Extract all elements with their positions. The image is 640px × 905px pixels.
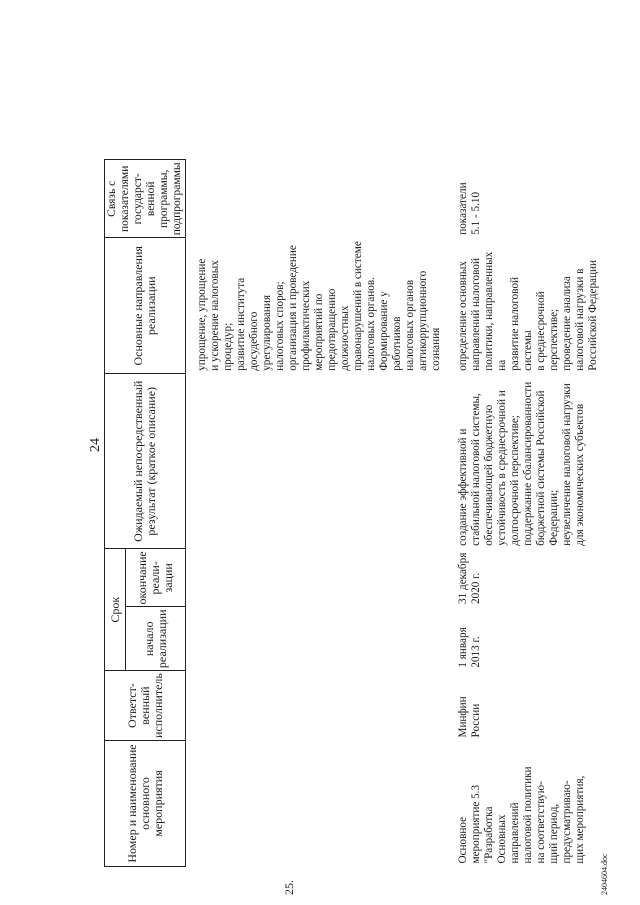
header-start: начало реализации bbox=[126, 607, 186, 671]
measure-name-cell: Основное мероприятие 5.3 "Разработка Основных направлений налоговой политики на соответствую- щий период, предусматриваю- щих мероприятия, bbox=[457, 766, 586, 864]
page-number: 24 bbox=[88, 438, 103, 452]
header-main-directions: Основные направления реализации bbox=[105, 238, 186, 374]
table-row bbox=[445, 160, 602, 867]
header-executor: Ответст- венный исполнитель bbox=[105, 671, 186, 741]
continuation-directions: упрощение, упрощение и ускорение налоговых процедур; развитие института досудебного урегулирования налоговых споров; организация и проведение профилактических мероприятий по предотвращению должностных правонарушений в системе налоговых органов. Формирование у работников налоговых органов антикоррупционного сознания bbox=[196, 241, 442, 371]
header-measure-name: Номер и наименование основного мероприятия bbox=[105, 741, 186, 867]
header-end: окончание реали- зации bbox=[126, 549, 186, 607]
expected-result-cell: создание эффективной и стабильной налоговой системы, обеспечивающей бюджетную устойчивость в среднесрочной и долгосрочной перспективе; поддержание сбалансированности бюджетной системы Российской Федерации; неувеличение налоговой нагрузки для экономических субъектов bbox=[457, 381, 586, 546]
row-number: 25. bbox=[282, 880, 296, 895]
start-date-cell: 1 января 2013 г. bbox=[457, 627, 482, 668]
continuation-row bbox=[186, 160, 446, 867]
end-date-cell: 31 декабря 2020 г. bbox=[457, 552, 482, 604]
header-expected-result: Ожидаемый непосредственный результат (краткое описание) bbox=[105, 374, 186, 549]
measures-table bbox=[104, 159, 602, 867]
directions-cell: определение основных направлений налоговой политики, направленных на развитие налоговой системы в среднесрочной перспективе; проведение анализа налоговой нагрузки в Российской Федерации bbox=[457, 251, 599, 371]
header-term: Срок bbox=[105, 549, 126, 671]
header-indicators-link: Связь с показателями государст- венной программы, подпрограммы bbox=[105, 160, 186, 238]
footer-filename: 2404604.doc bbox=[600, 853, 609, 895]
executor-cell: Минфин России bbox=[457, 696, 482, 738]
indicators-cell: показатели 5.1 - 5.10 bbox=[457, 182, 482, 235]
